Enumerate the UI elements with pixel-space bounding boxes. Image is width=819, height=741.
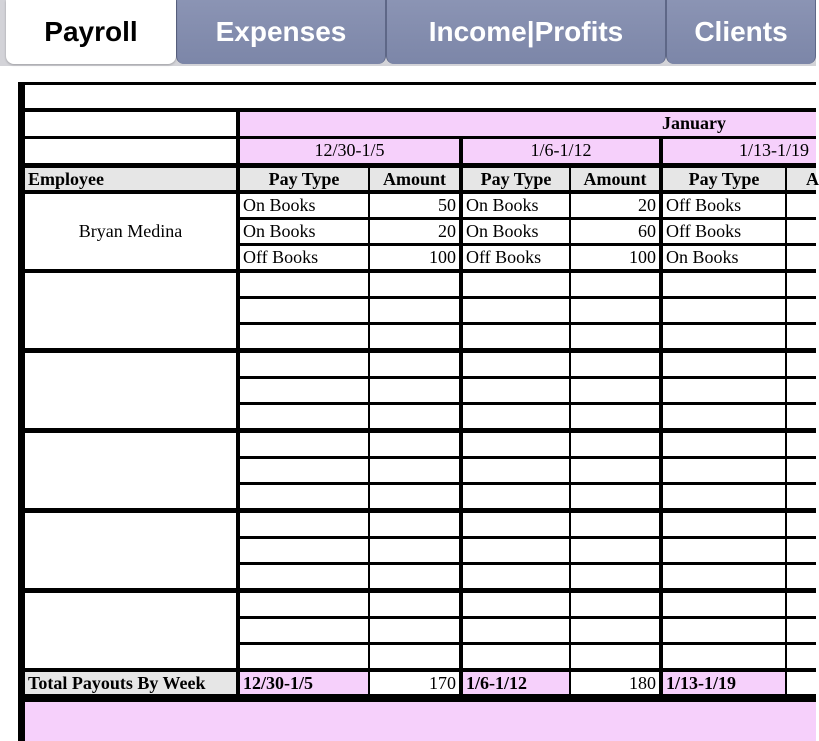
pay-type-cell[interactable] [463,433,569,456]
amount-cell[interactable] [787,379,816,402]
sheet-blank-row[interactable] [25,85,816,108]
pay-type-cell[interactable] [663,619,785,642]
pay-type-cell[interactable] [240,325,368,348]
pay-type-cell[interactable] [463,379,569,402]
amount-cell[interactable] [787,273,816,296]
month-header[interactable]: January [240,112,816,136]
pay-type-cell[interactable] [463,405,569,428]
pay-type-header[interactable]: Pay Type [240,168,368,190]
payroll-sheet [18,82,819,741]
pay-type-cell[interactable] [663,539,785,562]
pay-type-cell[interactable] [240,273,368,296]
employee-name-cell[interactable] [25,194,236,269]
pay-type-cell[interactable] [663,379,785,402]
pay-type-cell[interactable] [240,299,368,322]
pay-type-cell[interactable] [240,593,368,616]
pay-type-cell[interactable] [663,565,785,588]
employee-name-cell[interactable] [25,353,236,428]
amount-cell[interactable] [787,220,816,243]
amount-cell[interactable] [370,325,459,348]
pay-type-cell[interactable] [463,325,569,348]
amount-cell[interactable] [571,619,659,642]
tab-expenses[interactable]: Expenses [176,0,386,64]
amount-cell[interactable] [370,619,459,642]
employee-name-cell[interactable] [25,513,236,588]
amount-cell[interactable] [787,353,816,376]
totals-week-label[interactable]: 1/6-1/12 [463,672,569,694]
amount-cell[interactable] [787,565,816,588]
amount-cell[interactable] [370,459,459,482]
week-header-1[interactable]: 12/30-1/5 [240,139,459,163]
pay-type-cell[interactable] [463,299,569,322]
amount-cell[interactable]: 50 [370,194,459,217]
pay-type-cell[interactable] [463,539,569,562]
amount-cell[interactable] [370,379,459,402]
pay-type-cell[interactable] [663,459,785,482]
pay-type-cell[interactable] [240,645,368,668]
pay-type-cell[interactable]: Off Books [240,246,368,269]
pay-type-header[interactable]: Pay Type [663,168,785,190]
amount-cell[interactable]: 100 [370,246,459,269]
amount-cell[interactable] [787,619,816,642]
amount-cell[interactable] [370,273,459,296]
amount-cell[interactable] [370,485,459,508]
week-header-2[interactable]: 1/6-1/12 [463,139,659,163]
pay-type-cell[interactable] [663,273,785,296]
label-cell-blank[interactable] [25,112,236,136]
amount-cell[interactable] [787,194,816,217]
amount-cell[interactable]: 20 [370,220,459,243]
amount-cell[interactable] [370,539,459,562]
amount-cell[interactable] [571,405,659,428]
amount-cell[interactable]: 60 [571,220,659,243]
amount-cell[interactable] [370,299,459,322]
totals-week-label[interactable]: 12/30-1/5 [240,672,368,694]
amount-cell[interactable] [370,593,459,616]
pay-type-cell[interactable] [240,539,368,562]
tab-bar [0,0,816,66]
pay-type-cell[interactable] [663,299,785,322]
employee-name: Bryan Medina [78,221,183,241]
pay-type-cell[interactable] [463,459,569,482]
amount-header-truncated[interactable]: A [787,168,816,190]
pay-type-cell[interactable]: Off Books [663,194,785,217]
pay-type-cell[interactable] [240,565,368,588]
bottom-summary-band [25,702,816,741]
tab-payroll[interactable]: Payroll [6,0,176,64]
pay-type-cell[interactable]: On Books [240,194,368,217]
pay-type-cell[interactable] [463,485,569,508]
pay-type-cell[interactable] [663,405,785,428]
totals-week-amount[interactable] [787,672,816,694]
amount-cell[interactable] [787,433,816,456]
amount-cell[interactable] [370,565,459,588]
amount-cell[interactable] [787,645,816,668]
pay-type-cell[interactable] [240,405,368,428]
amount-cell[interactable] [571,353,659,376]
amount-cell[interactable] [787,246,816,269]
pay-type-cell[interactable] [240,619,368,642]
amount-cell[interactable]: 20 [571,194,659,217]
amount-cell[interactable] [370,433,459,456]
employee-header[interactable]: Employee [25,168,236,190]
amount-cell[interactable] [571,379,659,402]
amount-cell[interactable] [571,325,659,348]
pay-type-cell[interactable]: On Books [463,220,569,243]
week-header-3[interactable]: 1/13-1/19 [663,139,816,163]
amount-cell[interactable] [370,353,459,376]
pay-type-cell[interactable] [240,353,368,376]
amount-cell[interactable] [571,513,659,536]
amount-cell[interactable] [787,485,816,508]
employee-name-cell[interactable] [25,593,236,668]
pay-type-cell[interactable] [663,433,785,456]
amount-cell[interactable] [370,405,459,428]
totals-week-amount[interactable]: 170 [370,672,459,694]
amount-cell[interactable] [370,645,459,668]
sheet-frame [0,66,819,741]
amount-cell[interactable] [571,273,659,296]
pay-type-cell[interactable] [240,513,368,536]
pay-type-cell[interactable] [240,379,368,402]
pay-type-cell[interactable] [240,459,368,482]
amount-cell[interactable] [787,405,816,428]
pay-type-cell[interactable] [463,593,569,616]
totals-week-amount[interactable]: 180 [571,672,659,694]
employee-name-cell[interactable] [25,433,236,508]
tab-income-profits[interactable]: Income|Profits [386,0,666,64]
pay-type-cell[interactable] [663,485,785,508]
amount-cell[interactable] [571,565,659,588]
pay-type-cell[interactable] [240,433,368,456]
pay-type-cell[interactable]: On Books [663,246,785,269]
amount-cell[interactable] [571,645,659,668]
pay-type-cell[interactable]: Off Books [663,220,785,243]
pay-type-cell[interactable] [463,513,569,536]
pay-type-cell[interactable] [663,645,785,668]
pay-type-cell[interactable] [463,645,569,668]
amount-cell[interactable] [571,593,659,616]
amount-cell[interactable] [571,433,659,456]
pay-type-cell[interactable]: On Books [240,220,368,243]
amount-header[interactable]: Amount [370,168,459,190]
amount-cell[interactable] [787,513,816,536]
amount-cell[interactable] [787,459,816,482]
amount-cell[interactable] [571,459,659,482]
pay-type-cell[interactable]: On Books [463,194,569,217]
tab-clients[interactable]: Clients [666,0,816,64]
pay-type-cell[interactable] [463,273,569,296]
pay-type-cell[interactable] [240,485,368,508]
amount-cell[interactable] [787,325,816,348]
pay-type-cell[interactable] [463,353,569,376]
pay-type-cell[interactable] [663,513,785,536]
amount-cell[interactable]: 100 [571,246,659,269]
label-cell-blank[interactable] [25,139,236,163]
amount-cell[interactable] [571,299,659,322]
amount-cell[interactable] [571,539,659,562]
amount-cell[interactable] [787,593,816,616]
pay-type-cell[interactable] [463,565,569,588]
amount-cell[interactable] [787,539,816,562]
pay-type-cell[interactable] [663,325,785,348]
employee-name-cell[interactable] [25,273,236,348]
amount-cell[interactable] [571,485,659,508]
pay-type-cell[interactable] [463,619,569,642]
amount-cell[interactable] [787,299,816,322]
pay-type-cell[interactable]: Off Books [463,246,569,269]
amount-cell[interactable] [370,513,459,536]
totals-week-label[interactable]: 1/13-1/19 [663,672,785,694]
pay-type-cell[interactable] [663,353,785,376]
pay-type-cell[interactable] [663,593,785,616]
totals-label[interactable]: Total Payouts By Week [25,672,236,694]
amount-header[interactable]: Amount [571,168,659,190]
pay-type-header[interactable]: Pay Type [463,168,569,190]
